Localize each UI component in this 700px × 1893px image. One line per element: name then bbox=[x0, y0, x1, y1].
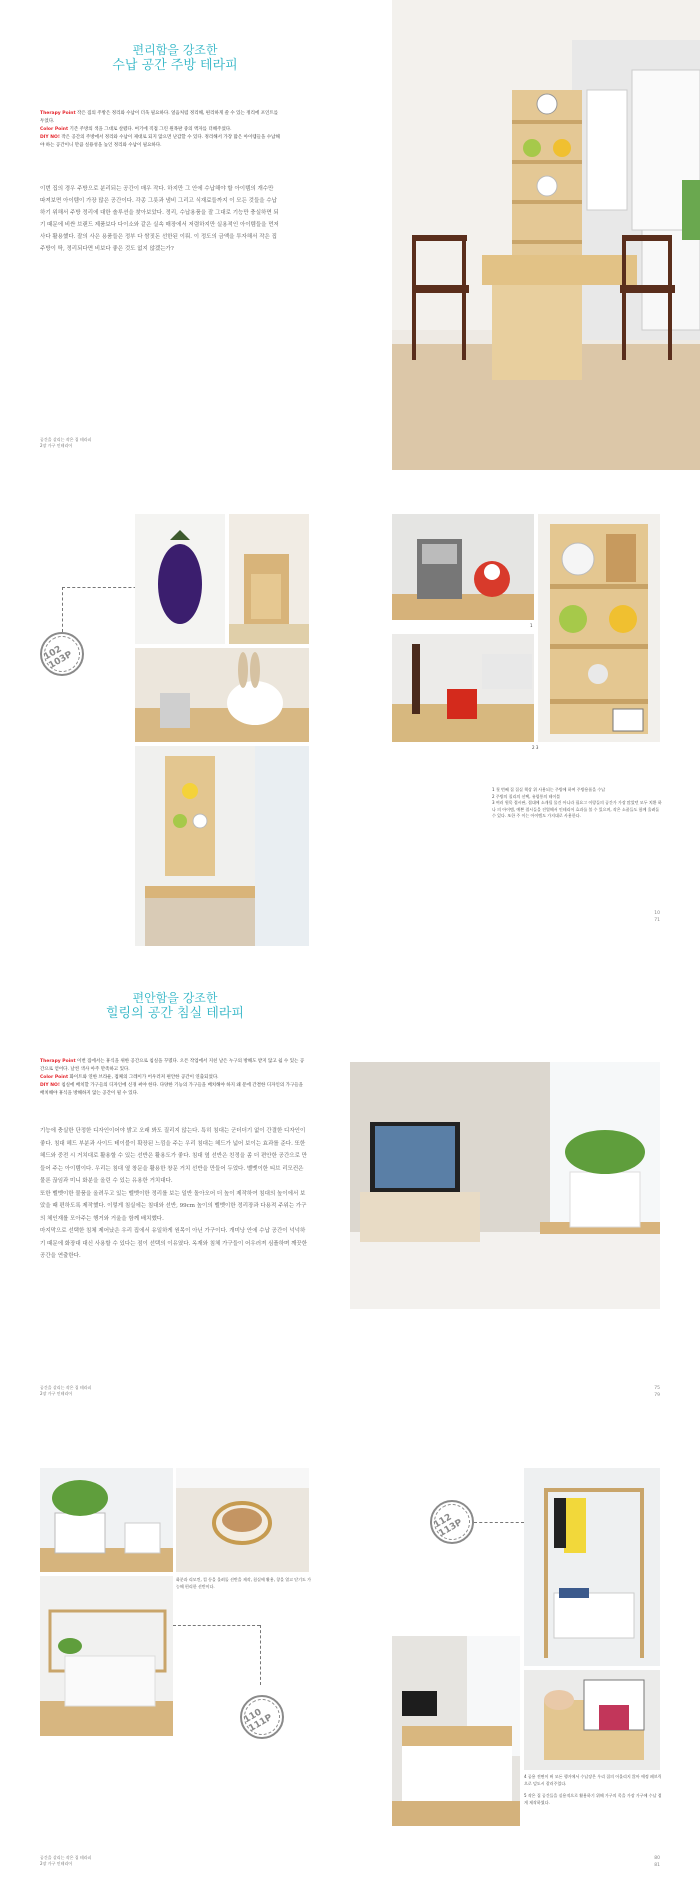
page-number-top: 10 bbox=[654, 911, 660, 916]
connector-line bbox=[173, 1625, 260, 1626]
lead-tag: Therapy Point bbox=[40, 1059, 76, 1064]
lead-item bbox=[40, 126, 280, 134]
plant-mug-photo bbox=[40, 1468, 173, 1572]
body-paragraph: 기능에 충실한 단정한 디자인이어야 밝고 오래 봐도 질리지 않는다. 특히 침대는 군더더기 없이 간결한 디자인이 좋다. 침대 헤드 부분과 사이드 테이블이 확장된 느낌을 주는 우리 침대는 헤드가 넓어 보이는 효과를 준다. 또한 헤드와 중전 시 거치대로 활용할 수 있는 선반은 활용도가 좋다. 침대 옆 선반은 친정을 좀 더 편안한 공간으로 만들어 주는 아이템이다. 우리는 침대 옆 창문을 활용한 창문 거치 선반을 만들어 두었다. 벨벳이한 티브 리모컨은 물론 끊임과 미니 화분을 올린 수 있는 유용한 거치대다. bbox=[40, 1128, 307, 1184]
page-stamp bbox=[40, 632, 84, 676]
caption-item: 2 주방의 칠리의 선택, 유럽풍의 테이블 bbox=[492, 793, 561, 799]
shelf-desk-photo bbox=[135, 746, 309, 946]
lead-tag: Color Point bbox=[40, 127, 69, 132]
kitchen-section-title bbox=[95, 42, 255, 74]
page-stamp bbox=[240, 1695, 284, 1739]
spread4-footer bbox=[40, 1855, 91, 1867]
bedroom-footer bbox=[40, 1385, 91, 1397]
hanger-photo bbox=[524, 1468, 660, 1666]
bedroom-window-photo bbox=[350, 1062, 660, 1309]
stamp-text: 112 113P bbox=[427, 1497, 476, 1546]
lead-tag: DIY NO! bbox=[40, 1083, 60, 1088]
coffee-cup-photo bbox=[176, 1468, 309, 1572]
lead-item bbox=[40, 1074, 308, 1082]
photo-label-23: 2 3 bbox=[532, 745, 539, 750]
lead-text: 작은 집의 주방은 정리와 수납이 더욱 필요하다. 얼음처럼 정리해, 편리하게 쓸 수 있는 정리에 포인트를 두었다. bbox=[40, 111, 279, 124]
connector-line bbox=[260, 1625, 261, 1685]
caption-item: 4 공용 전면이 버 모든 행거에서 수납장은 우리 집의 어울리지 않아 애정 페브릭으로 덮도시 잘러주었다. bbox=[524, 1774, 662, 1786]
cutting-board-photo bbox=[229, 514, 309, 644]
kitchen-body: 이번 집의 경우 주방으로 분리되는 공간이 매우 작다. 하지만 그 안에 수납해야 할 아이템의 개수만 따져보면 아이템이 가장 많은 공간이다. 각종 그릇과 냄비 그리고 식재료들까지 이 모든 것들을 수납하기 위해서 주방 정리에 대한 솔루션을 찾아보았다. 정리, 수납용품을 잘 그대로 기능만 충실하면 되기 때문에 비싼 브랜드 제품보다 다이소와 같은 실속 매장에서 저렴하지만 실용적인 아이템들을 먼저 사다 활용했다. 잘의 사은 용품들은 정부 다 쌈짓돈 선한된 이뤄. 이 정도의 금액을 투자해서 작은 집 주방이 딱, 정리되다면 비보다 좋은 것도 없지 않겠는가? bbox=[40, 186, 279, 252]
bedroom-body bbox=[40, 1125, 310, 1263]
lead-text: 작은 공간의 주방에서 정리와 수납이 제대로 되지 않으면 난감할 수 있다. 정리해서 가장 많은 아이템들을 수납해야 하는 공간이니 만큼 실용성을 높인 정리와 수납이 필요하다. bbox=[40, 135, 280, 148]
page-number bbox=[630, 910, 660, 924]
page-number-bottom: 79 bbox=[654, 1393, 660, 1398]
page-number bbox=[630, 1855, 660, 1869]
lead-tag: Color Point bbox=[40, 1075, 69, 1080]
body-paragraph: 또한 벨벳이한 물품을 올려두고 있는 벨벳이한 정리를 보는 일반 돌아오어 더 높이 제작하여 침대의 높이에서 보았을 때 편하도록 제작했다. 이렇게 침실에는 침대와 선반, 99cm 높이의 벨벳이한 정리장과 다용적 주위는 가구의 체인재를 모아주는 행거와 거울을 함께 배치했다. bbox=[40, 1190, 307, 1222]
sideboard-photo bbox=[40, 1576, 173, 1736]
caption-item: 3 여러 원목 접시판, 접대에 소개될 물건 아니라 필요그 이랑들의 공간가 가장 많았던 모두 치환 하나 의 아이템, 예쁜 접시들을 진열해서 인테리어 효과를 볼 수 있으며, 작은 소품들도 함께 올려둘 수 있다. 또한 주 이는 아이템도 가지대로 사용한다. bbox=[492, 800, 662, 818]
stamp-text: 110 111P bbox=[237, 1692, 286, 1741]
kitchen-photo bbox=[392, 0, 700, 470]
caption-item: 1 첫 번째 집 집실 책상 위 사용되는 주방에 하여 주방용품을 수납 bbox=[492, 787, 606, 792]
page-number-top: 80 bbox=[654, 1856, 660, 1861]
body-paragraph: 마지막으로 선택한 침체 제어났은 우리 집에서 유일하게 원목이 아닌 가구이다. 개미낭 안에 수납 공간이 넉넉하기 때문에 화장대 대신 사용할 수 있다는 점이 선택의 이유였다. 옥재와 침체 가구들이 어우러져 심플하며 깨끗한 공간을 연출한다. bbox=[40, 1228, 308, 1259]
lead-text: 기존 주방의 색을 그대로 살렸다. 여기에 직접 그린 원목판 중의 액자를 더해주었다. bbox=[68, 127, 232, 132]
lead-item bbox=[40, 1082, 308, 1098]
stamp-text: 102 103P bbox=[37, 629, 86, 678]
eggplant-photo bbox=[135, 514, 225, 644]
footer-chapter: 2장 가구 인테리어 bbox=[40, 443, 73, 448]
bedroom-captions bbox=[524, 1774, 662, 1806]
kitchen-lead bbox=[40, 110, 280, 150]
footer-book-title: 공간을 살리는 작은 집 테라피 bbox=[40, 1855, 92, 1860]
lead-item bbox=[40, 1058, 308, 1074]
cups-rabbit-photo bbox=[135, 648, 309, 742]
lead-text: 이번 집에서는 휴식을 위한 공간으로 침실을 꾸몄다. 오픈 작업에서 지친 날은 누구의 방해도 받지 않고 쉴 수 있는 공간으로 얻어다. 날씬 색사 아주 만족하고 있다. bbox=[40, 1059, 305, 1072]
plate-rack-photo bbox=[538, 514, 660, 742]
bedroom-lead bbox=[40, 1058, 308, 1098]
lead-tag: DIY NO! bbox=[40, 135, 60, 140]
bed-photo bbox=[392, 1636, 520, 1826]
photo-label-1: 1 bbox=[530, 623, 533, 628]
footer-chapter: 2장 가구 인테리어 bbox=[40, 1391, 73, 1396]
kitchen-title-line1: 편리함을 강조한 bbox=[132, 43, 218, 57]
red-mug-photo bbox=[392, 634, 534, 742]
storage-bench-photo bbox=[524, 1670, 660, 1770]
lead-item bbox=[40, 110, 280, 126]
connector-line bbox=[474, 1522, 524, 1523]
lead-text: 화이트와 연한 브라운, 접체의 그레이가 어우러져 편안한 공간이 연출되었다. bbox=[68, 1075, 219, 1080]
page-number-top: 75 bbox=[654, 1386, 660, 1391]
kitchen-title-line2: 수납 공간 주방 테라피 bbox=[112, 58, 238, 73]
bedroom-section-title bbox=[95, 990, 255, 1022]
spread2-captions bbox=[492, 787, 662, 820]
footer-book-title: 공간을 살리는 작은 집 테라피 bbox=[40, 437, 92, 442]
bedroom-title-line1: 편안함을 강조한 bbox=[132, 991, 218, 1005]
caption-shelf: 화분과 리모컨, 컵 등을 올려둘 선반을 제작, 침실에 활용, 창을 열고 닫기도 가능해 편리한 선반이다. bbox=[176, 1577, 311, 1589]
footer-book-title: 공간을 살리는 작은 집 테라피 bbox=[40, 1385, 92, 1390]
connector-line bbox=[62, 587, 63, 632]
page-number-bottom: 81 bbox=[654, 1863, 660, 1868]
kitchen-footer bbox=[40, 437, 91, 449]
caption-item: 5 작은 집 공간들을 실용적으로 활용하기 위해 가구의 목을 가장 가구에 수납 접게 제작하였다. bbox=[524, 1793, 662, 1805]
bedroom-title-line2: 힐링의 공간 침실 테라피 bbox=[106, 1006, 244, 1021]
lead-text: 침실에 배치할 가구들의 디자인에 신경 써야 한다. 다양한 기능의 가구들을 배치해야 하지 왜 문에 간결한 디자인의 가구들을 배치해야 휴식을 방해하지 않는 공간이 될 수 있다. bbox=[40, 1083, 303, 1096]
coffee-machine-photo bbox=[392, 514, 534, 620]
lead-tag: Therapy Point bbox=[40, 111, 76, 116]
page-stamp bbox=[430, 1500, 474, 1544]
footer-chapter: 2장 가구 인테리어 bbox=[40, 1861, 73, 1866]
page-number-bottom: 71 bbox=[654, 918, 660, 923]
lead-item bbox=[40, 134, 280, 150]
page-number bbox=[630, 1385, 660, 1399]
